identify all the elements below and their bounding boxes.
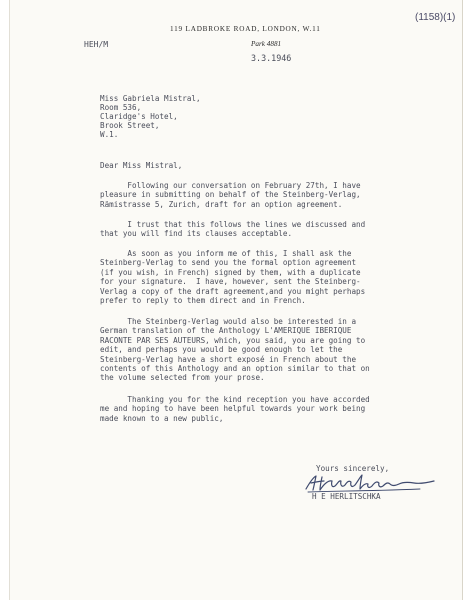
letter-date: 3.3.1946 <box>251 53 292 63</box>
body-line: German translation of the Anthology L'AMERIQUE IBERIQUE <box>100 326 352 336</box>
paragraph <box>100 395 430 423</box>
recipient-line: W.1. <box>100 130 119 139</box>
paragraph <box>100 220 430 239</box>
recipient-line: Miss Gabriela Mistral, <box>100 94 201 103</box>
letter-page <box>9 0 463 600</box>
paragraph <box>100 249 430 305</box>
body-line: Thanking you for the kind reception you have accorded <box>100 395 370 404</box>
body-line: Following our conversation on February 27th, I have <box>100 181 361 190</box>
body-line: I trust that this follows the lines we discussed and <box>100 220 366 229</box>
body-line: contents of this Anthology and an option similar to that on <box>100 364 370 374</box>
recipient-line: Claridge's Hotel, <box>100 112 178 121</box>
body-line: Verlag a copy of the draft agreement,and you might perhaps <box>100 286 366 296</box>
body-line: me and hoping to have been helpful towards your work being <box>100 404 366 414</box>
recipient-line: Brook Street, <box>100 121 160 130</box>
body-line: made known to a new public, <box>100 413 224 423</box>
salutation: Dear Miss Mistral, <box>100 161 183 170</box>
body-line: Rämistrasse 5, Zurich, draft for an option agreement. <box>100 199 343 209</box>
recipient-line: Room 536, <box>100 103 142 112</box>
letterhead-phone: Park 4881 <box>251 40 282 48</box>
letterhead-address: 119 LADBROKE ROAD, LONDON, W.11 <box>170 25 321 33</box>
body-line: (if you wish, in French) signed by them, with a duplicate <box>100 267 361 277</box>
body-line: RACONTE PAR SES AUTEURS, which, you said, you are going to <box>100 335 366 345</box>
body-line: Steinberg-Verlag have a short exposé in French about the <box>100 354 357 364</box>
archive-note: (1158)(1) <box>415 12 456 23</box>
body-line: for your signature. I have, however, sent the Steinberg- <box>100 277 361 287</box>
body-line: the volume selected from your prose. <box>100 373 265 383</box>
handwritten-signature <box>302 472 442 494</box>
body-line: The Steinberg-Verlag would also be interested in a <box>100 317 357 326</box>
paragraph <box>100 317 430 383</box>
body-line: As soon as you inform me of this, I shall ask the <box>100 249 352 258</box>
body-line: edit, and perhaps you would be good enough to let the <box>100 345 343 355</box>
body-line: that you will find its clauses acceptable. <box>100 229 293 239</box>
paragraph <box>100 181 430 209</box>
reference-code: HEH/M <box>84 40 109 49</box>
body-line: prefer to reply to them direct and in French. <box>100 296 306 306</box>
closing: Yours sincerely, <box>316 464 390 473</box>
signer-name: H E HERLITSCHKA <box>312 492 381 501</box>
body-line: pleasure in submitting on behalf of the Steinberg-Verlag, <box>100 190 361 200</box>
body-line: Steinberg-Verlag to send you the formal option agreement <box>100 258 357 268</box>
